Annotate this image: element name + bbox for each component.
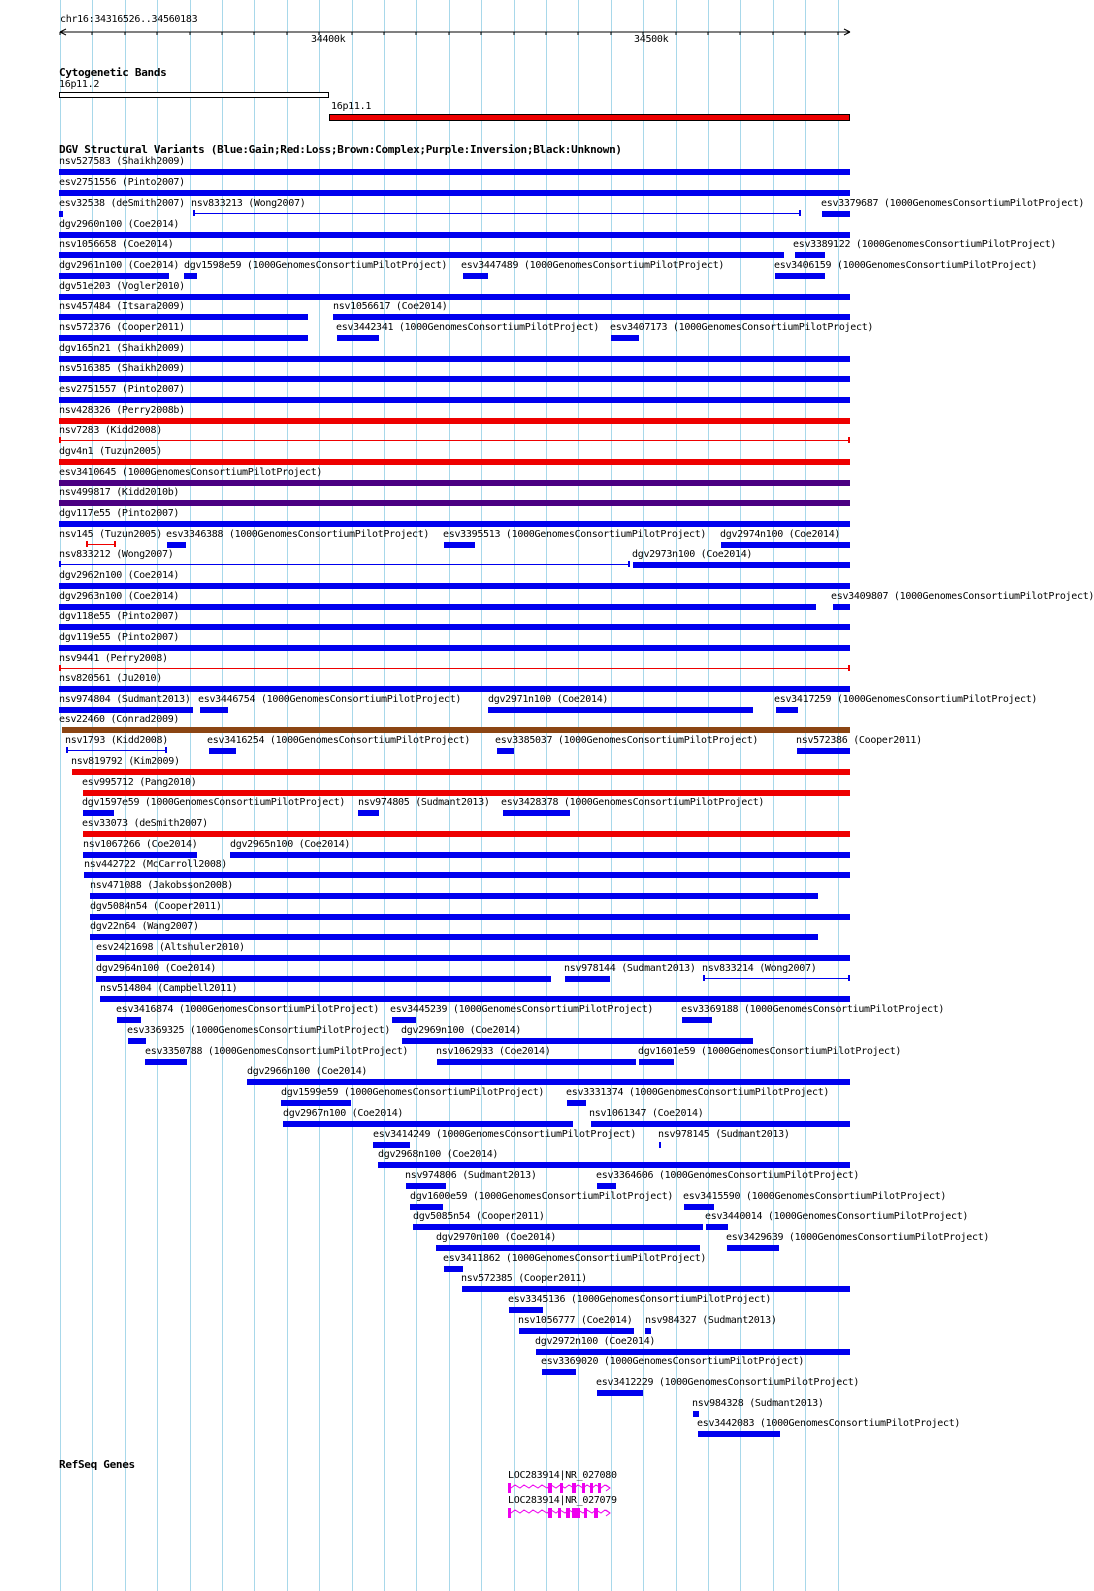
variant-label: dgv2967n100 (Coe2014) [283, 1108, 404, 1119]
variant-label: nsv1793 (Kidd2008) [65, 735, 168, 746]
variant-label: esv3346388 (1000GenomesConsortiumPilotProject) [166, 529, 430, 540]
cytoband-label: 16p11.1 [331, 101, 372, 112]
variant-label: esv3410645 (1000GenomesConsortiumPilotProject) [59, 467, 323, 478]
gene-label: LOC283914|NR_027079 [508, 1495, 617, 1506]
variant-label: esv3415590 (1000GenomesConsortiumPilotProject) [683, 1191, 947, 1202]
variant-label: dgv2964n100 (Coe2014) [96, 963, 217, 974]
variant-label: esv3369020 (1000GenomesConsortiumPilotProject) [541, 1356, 805, 1367]
gene-label: LOC283914|NR_027080 [508, 1470, 617, 1481]
variant-label: nsv833214 (Wong2007) [702, 963, 817, 974]
variant-label: nsv833212 (Wong2007) [59, 549, 174, 560]
variant-label: nsv499817 (Kidd2010b) [59, 487, 180, 498]
variant-label: dgv2961n100 (Coe2014) [59, 260, 180, 271]
variant-label: nsv572376 (Cooper2011) [59, 322, 185, 333]
variant-label: dgv1599e59 (1000GenomesConsortiumPilotProject) [281, 1087, 545, 1098]
variant-label: dgv1597e59 (1000GenomesConsortiumPilotProject) [82, 797, 346, 808]
variant-label: esv32538 (deSmith2007) [59, 198, 185, 209]
variant-label: nsv984327 (Sudmant2013) [645, 1315, 777, 1326]
variant-label: esv2751556 (Pinto2007) [59, 177, 185, 188]
gene-exon [582, 1483, 585, 1493]
variant-label: nsv527583 (Shaikh2009) [59, 156, 185, 167]
variant-label: nsv516385 (Shaikh2009) [59, 363, 185, 374]
variant-label: nsv1067266 (Coe2014) [83, 839, 198, 850]
variant-label: dgv51e203 (Vogler2010) [59, 281, 185, 292]
gene-feature[interactable] [508, 1508, 610, 1518]
gene-exon [594, 1508, 598, 1518]
gene-exon [598, 1483, 601, 1493]
variant-label: dgv2962n100 (Coe2014) [59, 570, 180, 581]
variant-label: dgv5084n54 (Cooper2011) [90, 901, 222, 912]
variant-label: dgv2969n100 (Coe2014) [401, 1025, 522, 1036]
gene-exon [590, 1483, 593, 1493]
variant-label: nsv1056617 (Coe2014) [333, 301, 448, 312]
variant-label: nsv984328 (Sudmant2013) [692, 1398, 824, 1409]
variant-label: dgv4n1 (Tuzun2005) [59, 446, 162, 457]
variant-label: nsv974806 (Sudmant2013) [405, 1170, 537, 1181]
variant-label: nsv1056658 (Coe2014) [59, 239, 174, 250]
ruler-tick-label: 34400k [311, 34, 346, 45]
gene-exon [572, 1508, 580, 1518]
variant-label: esv3417259 (1000GenomesConsortiumPilotProject) [774, 694, 1038, 705]
variant-label: nsv442722 (McCarroll2008) [84, 859, 228, 870]
variant-label: nsv978144 (Sudmant2013) [564, 963, 696, 974]
variant-label: nsv820561 (Ju2010) [59, 673, 162, 684]
variant-label: nsv1056777 (Coe2014) [518, 1315, 633, 1326]
variant-label: esv3411862 (1000GenomesConsortiumPilotProject) [443, 1253, 707, 1264]
variant-label: esv2421698 (Altshuler2010) [96, 942, 245, 953]
variant-label: esv3440014 (1000GenomesConsortiumPilotProject) [705, 1211, 969, 1222]
variant-label: dgv118e55 (Pinto2007) [59, 611, 180, 622]
variant-label: dgv1600e59 (1000GenomesConsortiumPilotProject) [410, 1191, 674, 1202]
variant-label: nsv819792 (Kim2009) [71, 756, 180, 767]
gene-feature[interactable] [508, 1483, 610, 1493]
variant-label: esv2751557 (Pinto2007) [59, 384, 185, 395]
variant-label: esv3385037 (1000GenomesConsortiumPilotProject) [495, 735, 759, 746]
variant-label: esv33073 (deSmith2007) [82, 818, 208, 829]
variant-label: esv3409807 (1000GenomesConsortiumPilotProject) [831, 591, 1094, 602]
variant-label: nsv145 (Tuzun2005) [59, 529, 162, 540]
variant-label: esv995712 (Pang2010) [82, 777, 197, 788]
variant-label: dgv119e55 (Pinto2007) [59, 632, 180, 643]
track-title-refseq: RefSeq Genes [59, 1458, 135, 1471]
variant-label: nsv428326 (Perry2008b) [59, 405, 185, 416]
variant-label: nsv1061347 (Coe2014) [589, 1108, 704, 1119]
variant-label: dgv2966n100 (Coe2014) [247, 1066, 368, 1077]
variant-label: nsv572385 (Cooper2011) [461, 1273, 587, 1284]
variant-label: esv3446754 (1000GenomesConsortiumPilotProject) [198, 694, 462, 705]
strand-arrow-icon [606, 1485, 610, 1491]
variant-label: esv3379687 (1000GenomesConsortiumPilotProject) [821, 198, 1085, 209]
variant-label: dgv5085n54 (Cooper2011) [413, 1211, 545, 1222]
variant-label: esv3406159 (1000GenomesConsortiumPilotProject) [774, 260, 1038, 271]
gene-exon [558, 1508, 561, 1518]
gene-exon [508, 1508, 511, 1518]
variant-label: esv3442341 (1000GenomesConsortiumPilotProject) [336, 322, 600, 333]
variant-label: esv3442083 (1000GenomesConsortiumPilotProject) [697, 1418, 961, 1429]
variant-label: dgv2963n100 (Coe2014) [59, 591, 180, 602]
variant-label: esv3350788 (1000GenomesConsortiumPilotProject) [145, 1046, 409, 1057]
variant-label: esv3345136 (1000GenomesConsortiumPilotProject) [508, 1294, 772, 1305]
variant-label: nsv974804 (Sudmant2013) [59, 694, 191, 705]
variant-label: esv3364606 (1000GenomesConsortiumPilotProject) [596, 1170, 860, 1181]
variant-label: esv3369188 (1000GenomesConsortiumPilotProject) [681, 1004, 945, 1015]
gene-exon [566, 1508, 570, 1518]
variant-label: esv3429639 (1000GenomesConsortiumPilotProject) [726, 1232, 990, 1243]
variant-label: esv3414249 (1000GenomesConsortiumPilotProject) [373, 1129, 637, 1140]
variant-label: dgv165n21 (Shaikh2009) [59, 343, 185, 354]
variant-label: nsv572386 (Cooper2011) [796, 735, 922, 746]
variant-label: esv3447489 (1000GenomesConsortiumPilotProject) [461, 260, 725, 271]
variant-label: dgv1601e59 (1000GenomesConsortiumPilotProject) [638, 1046, 902, 1057]
variant-label: dgv22n64 (Wang2007) [90, 921, 199, 932]
variant-label: nsv9441 (Perry2008) [59, 653, 168, 664]
variant-label: esv3412229 (1000GenomesConsortiumPilotProject) [596, 1377, 860, 1388]
gene-exon [548, 1483, 552, 1493]
variant-label: nsv457484 (Itsara2009) [59, 301, 185, 312]
gene-exon [548, 1508, 552, 1518]
gene-exon [560, 1483, 563, 1493]
variant-label: dgv2973n100 (Coe2014) [632, 549, 753, 560]
variant-label: esv3407173 (1000GenomesConsortiumPilotProject) [610, 322, 874, 333]
variant-label: dgv1598e59 (1000GenomesConsortiumPilotProject) [184, 260, 448, 271]
variant-label: esv3428378 (1000GenomesConsortiumPilotProject) [501, 797, 765, 808]
track-title-dgv: DGV Structural Variants (Blue:Gain;Red:Loss;Brown:Complex;Purple:Inversion;Black:Unknown) [59, 143, 622, 156]
variant-label: dgv2970n100 (Coe2014) [436, 1232, 557, 1243]
variant-label: esv3416874 (1000GenomesConsortiumPilotProject) [116, 1004, 380, 1015]
variant-label: nsv833213 (Wong2007) [191, 198, 306, 209]
ruler-region-label: chr16:34316526..34560183 [60, 14, 198, 25]
ruler-tick-label: 34500k [634, 34, 669, 45]
variant-label: dgv117e55 (Pinto2007) [59, 508, 180, 519]
variant-label: dgv2968n100 (Coe2014) [378, 1149, 499, 1160]
strand-arrow-icon [606, 1510, 610, 1516]
track-title-cytobands: Cytogenetic Bands [59, 66, 167, 79]
variant-label: dgv2972n100 (Coe2014) [535, 1336, 656, 1347]
variant-label: nsv1062933 (Coe2014) [436, 1046, 551, 1057]
gene-exon [584, 1508, 587, 1518]
variant-label: esv3369325 (1000GenomesConsortiumPilotProject) [127, 1025, 391, 1036]
variant-label: nsv974805 (Sudmant2013) [358, 797, 490, 808]
gene-exon [508, 1483, 511, 1493]
variant-label: dgv2971n100 (Coe2014) [488, 694, 609, 705]
variant-label: esv3389122 (1000GenomesConsortiumPilotProject) [793, 239, 1057, 250]
variant-label: dgv2965n100 (Coe2014) [230, 839, 351, 850]
variant-label: esv3395513 (1000GenomesConsortiumPilotProject) [443, 529, 707, 540]
gene-exon [572, 1483, 576, 1493]
variant-label: dgv2974n100 (Coe2014) [720, 529, 841, 540]
variant-label: nsv514804 (Campbell2011) [100, 983, 238, 994]
variant-label: dgv2960n100 (Coe2014) [59, 219, 180, 230]
variant-label: esv22460 (Conrad2009) [59, 714, 180, 725]
variant-label: nsv7283 (Kidd2008) [59, 425, 162, 436]
variant-label: nsv978145 (Sudmant2013) [658, 1129, 790, 1140]
variant-label: esv3416254 (1000GenomesConsortiumPilotProject) [207, 735, 471, 746]
variant-label: esv3331374 (1000GenomesConsortiumPilotProject) [566, 1087, 830, 1098]
variant-label: nsv471088 (Jakobsson2008) [90, 880, 234, 891]
variant-label: esv3445239 (1000GenomesConsortiumPilotProject) [390, 1004, 654, 1015]
cytoband-label: 16p11.2 [59, 79, 100, 90]
